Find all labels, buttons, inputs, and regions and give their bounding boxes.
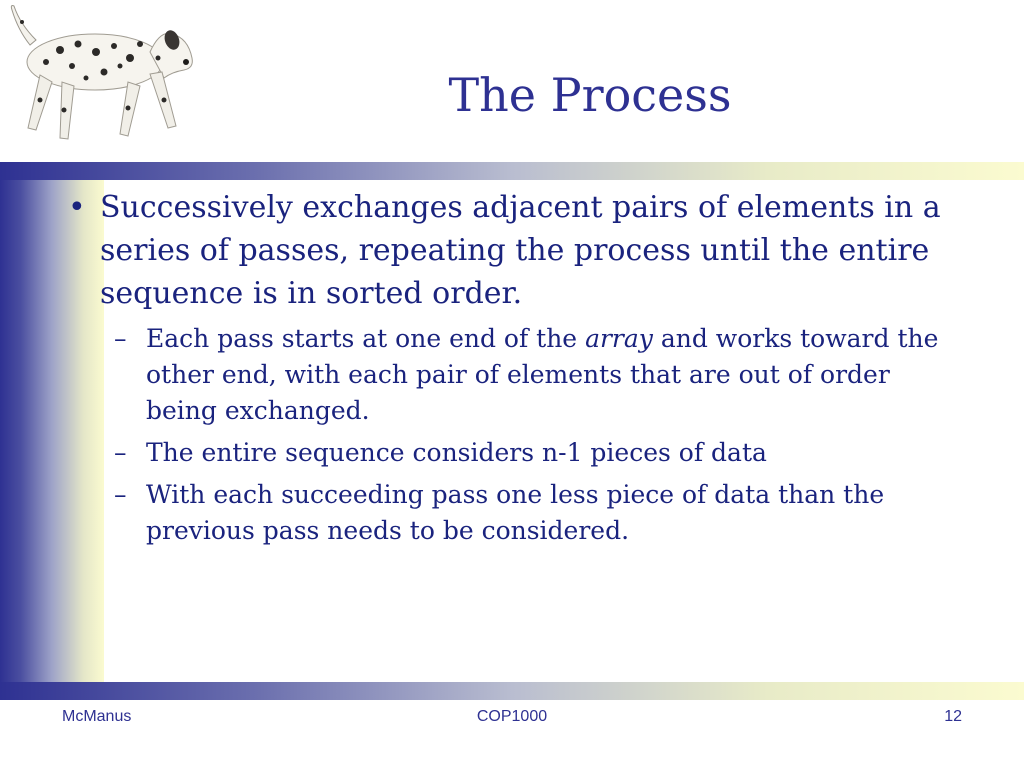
sub-bullet-1-text-start: Each pass starts at one end of the [146, 324, 586, 353]
footer-course: COP1000 [476, 708, 548, 725]
dalmatian-dog-icon [0, 0, 200, 150]
bottom-gradient-bar [0, 682, 1024, 700]
sub-bullet-3-text: With each succeeding pass one less piece of data than the previous pass needs to be considered. [146, 480, 885, 545]
slide-title: The Process [448, 68, 732, 122]
sub-bullet-1-emphasis: array [585, 324, 653, 353]
dash-icon: – [114, 324, 127, 353]
bullet-dot-icon: • [68, 190, 86, 225]
dash-icon: – [114, 480, 127, 509]
footer-page-number: 12 [944, 708, 962, 725]
top-gradient-bar [0, 162, 1024, 180]
main-bullet-text: Successively exchanges adjacent pairs of elements in a series of passes, repeating the process until the entire sequence is in sorted order. [100, 190, 941, 311]
sub-bullet-1-text-end: and works toward the other end, with each pair of elements that are out of order being exchanged. [146, 324, 939, 425]
sub-bullet-2-text: The entire sequence considers n-1 pieces of data [146, 438, 767, 467]
main-bullet [68, 186, 948, 315]
sub-bullet-3 [68, 477, 948, 549]
footer-author: McManus [62, 708, 132, 725]
sub-bullet-2 [68, 435, 948, 471]
dash-icon: – [114, 438, 127, 467]
slide-content [68, 186, 948, 549]
sub-bullet-1 [68, 321, 948, 429]
